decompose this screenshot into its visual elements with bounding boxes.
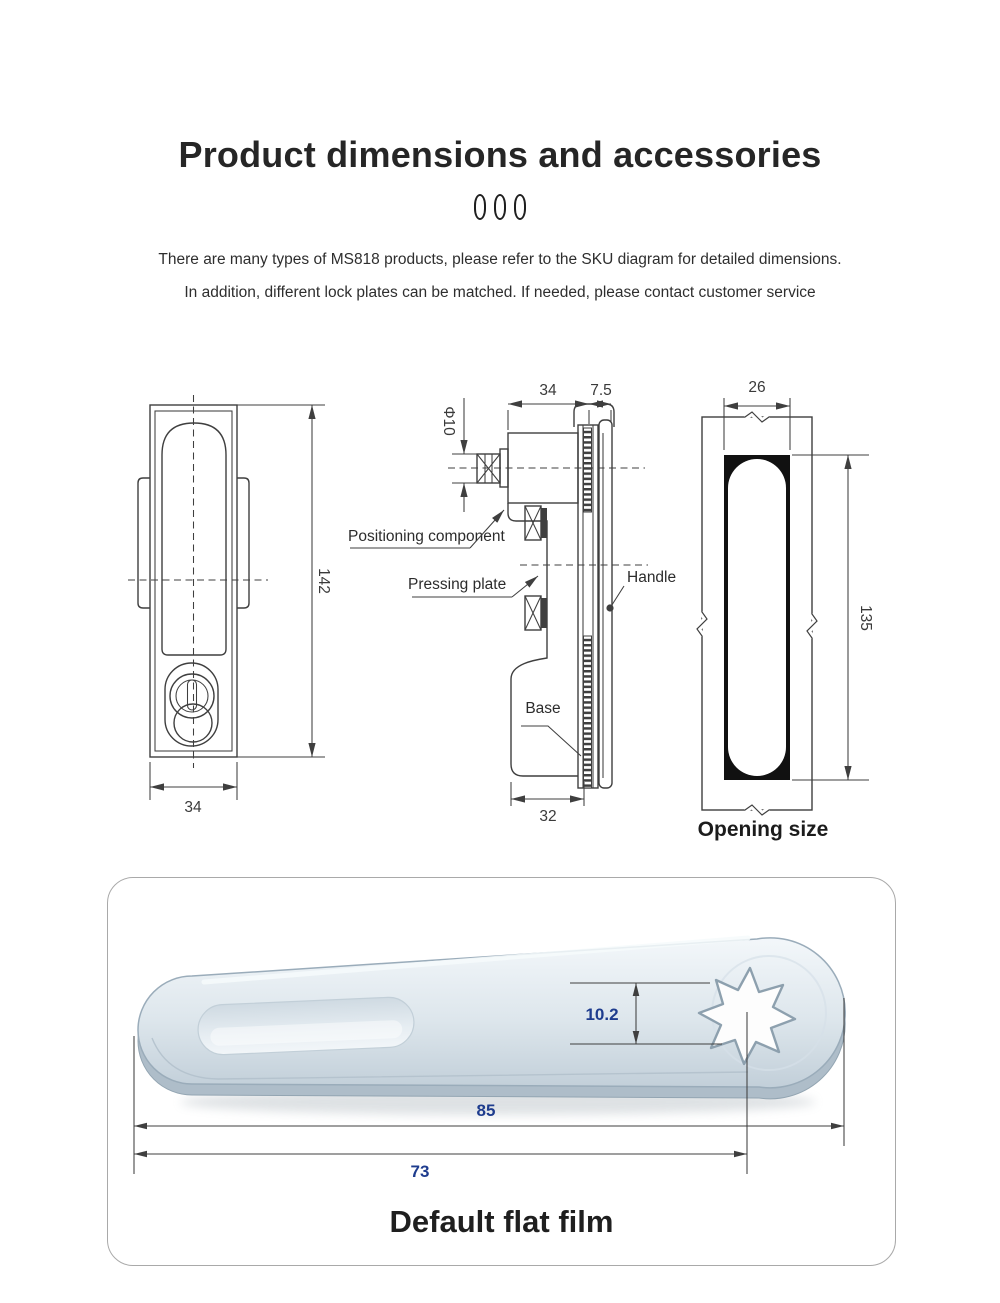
pressing-plate-callout (408, 576, 538, 597)
flat-film-caption: Default flat film (389, 1204, 614, 1239)
pressing-plate-label: Pressing plate (408, 576, 507, 593)
front-width-dim-label: 34 (184, 799, 202, 816)
accessory-card (107, 877, 896, 1266)
front-height-dim-label: 142 (315, 568, 332, 594)
side-body-and-base (508, 503, 578, 776)
flat-film-plate (138, 938, 845, 1115)
front-height-dimension (237, 405, 332, 757)
base-label: Base (525, 700, 561, 717)
handle-label: Handle (627, 569, 677, 586)
plate-recess-slot (197, 996, 415, 1055)
side-mounting-nuts (525, 506, 547, 630)
intro-line-2: In addition, different lock plates can be matched. If needed, please contact customer service (184, 284, 816, 301)
front-centerlines (128, 395, 268, 768)
side-view-drawing (340, 358, 700, 833)
opening-width-dim-label: 26 (748, 379, 766, 396)
opening-size-caption: Opening size (697, 818, 829, 841)
side-handle-bar (599, 420, 612, 788)
opening-height-dimension (792, 455, 874, 780)
missing-glyph-icon (474, 194, 486, 220)
opening-slot (724, 455, 790, 780)
intro-line-1: There are many types of MS818 products, please refer to the SKU diagram for detailed dimensions. (158, 251, 842, 268)
overall-dim-label: 85 (476, 1101, 496, 1120)
missing-glyph-icon (514, 194, 526, 220)
side-plate-dim-label: 7.5 (590, 382, 612, 399)
front-width-dimension (150, 762, 237, 816)
to-hole-dim-label: 73 (410, 1162, 430, 1181)
hole-dim-label: 10.2 (585, 1005, 619, 1024)
positioning-component-label: Positioning component (348, 528, 505, 545)
front-view-drawing (118, 388, 353, 828)
side-shaft-and-nut (477, 433, 578, 503)
missing-glyph-icon (494, 194, 506, 220)
side-top-dimensions (508, 382, 612, 430)
side-diameter-dim-label: Φ10 (440, 406, 457, 436)
opening-height-dim-label: 135 (857, 605, 874, 631)
handle-callout (606, 569, 676, 612)
side-base-dim-label: 32 (539, 808, 557, 825)
side-pressing-plate (574, 404, 614, 788)
opening-size-drawing (685, 362, 900, 817)
side-shaft-dim-label: 34 (539, 382, 557, 399)
front-keyhole (165, 663, 218, 746)
title-ornament (0, 194, 1000, 220)
page-title: Product dimensions and accessories (178, 134, 822, 175)
side-base-dimension (511, 782, 584, 825)
positioning-component-callout (348, 510, 506, 548)
base-callout (521, 700, 581, 756)
